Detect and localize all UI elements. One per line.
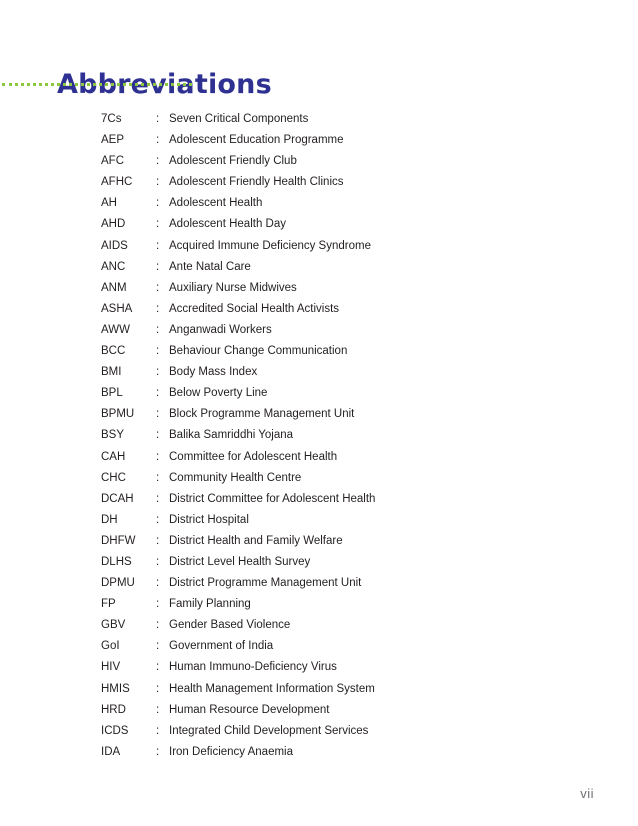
abbreviation-separator: :: [156, 682, 160, 695]
abbreviation-code: AHD: [101, 218, 126, 231]
abbreviation-code: HRD: [101, 703, 126, 716]
abbreviation-separator: :: [156, 661, 160, 674]
abbreviation-meaning: Adolescent Education Programme: [169, 134, 344, 147]
abbreviation-separator: :: [156, 366, 160, 379]
abbreviation-meaning: Acquired Immune Deficiency Syndrome: [169, 239, 371, 252]
abbreviation-code: DCAH: [101, 492, 134, 505]
abbreviation-row: [0, 362, 638, 383]
abbreviation-meaning: District Level Health Survey: [169, 555, 311, 568]
abbreviation-meaning: Adolescent Friendly Health Clinics: [169, 176, 344, 189]
abbreviation-code: ANM: [101, 281, 127, 294]
abbreviation-code: HMIS: [101, 682, 130, 695]
abbreviation-row: [0, 489, 638, 510]
abbreviation-row: [0, 679, 638, 700]
page-number: vii: [580, 786, 594, 801]
abbreviation-separator: :: [156, 534, 160, 547]
abbreviation-meaning: Adolescent Health: [169, 197, 263, 210]
abbreviation-code: DLHS: [101, 555, 132, 568]
abbreviation-meaning: Government of India: [169, 640, 274, 653]
abbreviation-code: ASHA: [101, 302, 133, 315]
abbreviation-meaning: Seven Critical Components: [169, 113, 309, 125]
abbreviation-separator: :: [156, 598, 160, 611]
abbreviation-code: 7Cs: [101, 113, 122, 125]
abbreviation-code: BMI: [101, 366, 122, 379]
abbreviation-code: FP: [101, 598, 116, 611]
abbreviation-code: AFC: [101, 155, 124, 168]
abbreviation-code: DH: [101, 513, 118, 526]
abbreviation-code: BPL: [101, 387, 123, 400]
abbreviation-row: [0, 236, 638, 257]
abbreviation-meaning: Adolescent Health Day: [169, 218, 286, 231]
abbreviation-row: [0, 552, 638, 573]
abbreviation-row: [0, 721, 638, 742]
abbreviation-row: [0, 594, 638, 615]
abbreviation-code: GBV: [101, 619, 126, 632]
abbreviation-row: [0, 531, 638, 552]
abbreviation-row: [0, 151, 638, 172]
abbreviation-row: [0, 383, 638, 404]
abbreviation-meaning: Balika Samriddhi Yojana: [169, 429, 294, 442]
abbreviation-meaning: Auxiliary Nurse Midwives: [169, 281, 297, 294]
abbreviation-separator: :: [156, 703, 160, 716]
abbreviation-separator: :: [156, 513, 160, 526]
abbreviation-code: AWW: [101, 323, 130, 336]
abbreviation-code: CHC: [101, 471, 126, 484]
abbreviation-separator: :: [156, 218, 160, 231]
abbreviation-row: [0, 257, 638, 278]
abbreviation-code: BPMU: [101, 408, 135, 421]
abbreviation-separator: :: [156, 113, 160, 125]
abbreviation-row: [0, 510, 638, 531]
abbreviation-separator: :: [156, 640, 160, 653]
abbreviation-meaning: Behaviour Change Communication: [169, 345, 348, 358]
abbreviation-row: [0, 130, 638, 151]
abbreviation-row: [0, 742, 638, 763]
abbreviation-code: DPMU: [101, 577, 135, 590]
abbreviation-code: BSY: [101, 429, 125, 442]
abbreviation-row: [0, 299, 638, 320]
abbreviation-row: [0, 193, 638, 214]
abbreviation-separator: :: [156, 577, 160, 590]
abbreviation-row: [0, 341, 638, 362]
abbreviation-meaning: District Programme Management Unit: [169, 577, 362, 590]
abbreviation-code: ANC: [101, 260, 126, 273]
abbreviation-row: [0, 657, 638, 678]
abbreviation-code: HIV: [101, 661, 121, 674]
abbreviation-meaning: Anganwadi Workers: [169, 323, 272, 336]
abbreviation-meaning: Community Health Centre: [169, 471, 302, 484]
abbreviation-meaning: Gender Based Violence: [169, 619, 291, 632]
abbreviation-separator: :: [156, 302, 160, 315]
abbreviation-row: [0, 468, 638, 489]
abbreviation-meaning: Iron Deficiency Anaemia: [169, 745, 294, 758]
abbreviation-separator: :: [156, 134, 160, 147]
abbreviation-meaning: Adolescent Friendly Club: [169, 155, 297, 168]
abbreviation-separator: :: [156, 450, 160, 463]
abbreviation-meaning: Ante Natal Care: [169, 260, 251, 273]
abbreviation-meaning: Family Planning: [169, 598, 251, 611]
abbreviation-meaning: Integrated Child Development Services: [169, 724, 369, 737]
abbreviation-row: [0, 214, 638, 235]
abbreviation-separator: :: [156, 471, 160, 484]
abbreviation-separator: :: [156, 408, 160, 421]
abbreviation-meaning: District Health and Family Welfare: [169, 534, 343, 547]
abbreviation-meaning: Accredited Social Health Activists: [169, 302, 340, 315]
abbreviation-separator: :: [156, 619, 160, 632]
abbreviation-separator: :: [156, 429, 160, 442]
abbreviation-code: AH: [101, 197, 117, 210]
abbreviation-separator: :: [156, 345, 160, 358]
abbreviation-separator: :: [156, 387, 160, 400]
abbreviation-meaning: Committee for Adolescent Health: [169, 450, 338, 463]
abbreviation-code: ICDS: [101, 724, 129, 737]
abbreviation-code: IDA: [101, 745, 121, 758]
abbreviation-code: AIDS: [101, 239, 128, 252]
abbreviation-meaning: District Committee for Adolescent Health: [169, 492, 376, 505]
abbreviation-separator: :: [156, 555, 160, 568]
abbreviation-row: [0, 447, 638, 468]
abbreviation-separator: :: [156, 176, 160, 189]
abbreviation-meaning: District Hospital: [169, 513, 249, 526]
abbreviation-meaning: Below Poverty Line: [169, 387, 268, 400]
abbreviation-separator: :: [156, 197, 160, 210]
abbreviation-separator: :: [156, 724, 160, 737]
abbreviation-row: [0, 573, 638, 594]
abbreviation-code: AEP: [101, 134, 125, 147]
abbreviation-separator: :: [156, 281, 160, 294]
abbreviation-code: BCC: [101, 345, 126, 358]
abbreviation-separator: :: [156, 239, 160, 252]
page-title: Abbreviations: [57, 69, 272, 101]
abbreviation-row: [0, 636, 638, 657]
abbreviation-separator: :: [156, 492, 160, 505]
abbreviation-meaning: Health Management Information System: [169, 682, 375, 695]
abbreviation-row: [0, 404, 638, 425]
abbreviation-row: [0, 700, 638, 721]
abbreviation-meaning: Human Immuno-Deficiency Virus: [169, 661, 337, 674]
abbreviation-list: [0, 109, 638, 763]
abbreviation-separator: :: [156, 260, 160, 273]
abbreviation-code: AFHC: [101, 176, 133, 189]
abbreviation-separator: :: [156, 323, 160, 336]
abbreviation-meaning: Block Programme Management Unit: [169, 408, 355, 421]
abbreviation-code: DHFW: [101, 534, 136, 547]
abbreviation-row: [0, 425, 638, 446]
abbreviation-meaning: Human Resource Development: [169, 703, 330, 716]
abbreviation-separator: :: [156, 745, 160, 758]
abbreviation-row: [0, 109, 638, 130]
abbreviation-code: CAH: [101, 450, 126, 463]
title-dotted-rule: [2, 83, 192, 86]
abbreviation-code: GoI: [101, 640, 120, 653]
abbreviation-row: [0, 278, 638, 299]
abbreviation-row: [0, 615, 638, 636]
abbreviation-row: [0, 172, 638, 193]
abbreviation-row: [0, 320, 638, 341]
abbreviation-meaning: Body Mass Index: [169, 366, 258, 379]
abbreviation-separator: :: [156, 155, 160, 168]
